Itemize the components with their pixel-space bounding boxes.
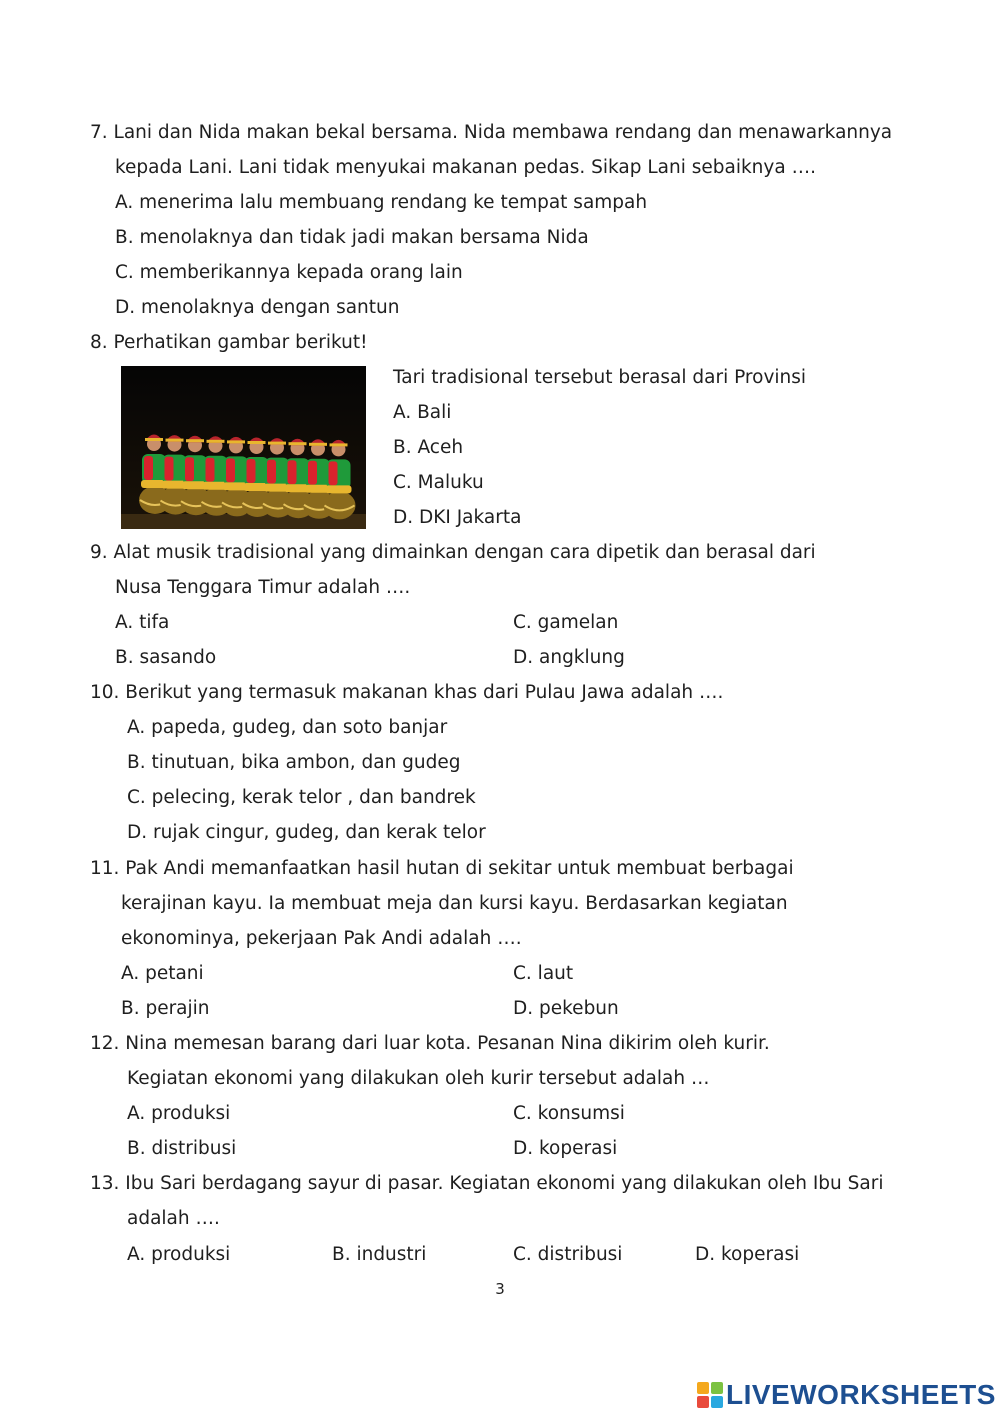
q10-option-d: D. rujak cingur, gudeg, dan kerak telor [127, 822, 486, 843]
q12-option-d: D. koperasi [513, 1138, 618, 1159]
dancer-head-band [207, 440, 225, 443]
q13-option-d: D. koperasi [695, 1244, 800, 1265]
logo-square-2 [711, 1382, 723, 1394]
q13-stem-line1: 13. Ibu Sari berdagang sayur di pasar. Kegiatan ekonomi yang dilakukan oleh Ibu Sari [90, 1173, 884, 1194]
dancer-sleeve [308, 461, 317, 485]
q12-option-a: A. produksi [127, 1103, 231, 1124]
q12-stem-line1: 12. Nina memesan barang dari luar kota. Pesanan Nina dikirim oleh kurir. [90, 1033, 770, 1054]
logo-square-4 [711, 1396, 723, 1408]
dancer-sleeve [226, 458, 235, 482]
dancer-sleeve [267, 460, 276, 484]
q10-option-b: B. tinutuan, bika ambon, dan gudeg [127, 752, 461, 773]
dancers-image [121, 366, 366, 529]
dancer-head-band [309, 443, 327, 446]
page-number: 3 [495, 1280, 505, 1298]
q7-option-c: C. memberikannya kepada orang lain [115, 262, 463, 283]
dancer-head-band [268, 442, 286, 445]
q13-option-c: C. distribusi [513, 1244, 623, 1265]
q11-stem-line1: 11. Pak Andi memanfaatkan hasil hutan di sekitar untuk membuat berbagai [90, 858, 794, 879]
q9-option-b: B. sasando [115, 647, 217, 668]
q13-stem-line2: adalah …. [127, 1208, 220, 1229]
q8-option-b: B. Aceh [393, 437, 464, 458]
dancer-sleeve [185, 457, 194, 481]
q12-option-b: B. distribusi [127, 1138, 237, 1159]
dancer-head-band [227, 440, 245, 443]
q8-stem-line1: 8. Perhatikan gambar berikut! [90, 332, 368, 353]
q10-option-a: A. papeda, gudeg, dan soto banjar [127, 717, 448, 738]
logo-icon [697, 1382, 723, 1408]
dancer-sleeve [329, 461, 338, 485]
q13-option-b: B. industri [332, 1244, 427, 1265]
q13-option-a: A. produksi [127, 1244, 231, 1265]
q11-option-d: D. pekebun [513, 998, 619, 1019]
q10-stem-line1: 10. Berikut yang termasuk makanan khas dari Pulau Jawa adalah …. [90, 682, 724, 703]
dancer-belt [326, 485, 352, 493]
q12-stem-line2: Kegiatan ekonomi yang dilakukan oleh kurir tersebut adalah … [127, 1068, 710, 1089]
q8-prompt: Tari tradisional tersebut berasal dari Provinsi [393, 367, 807, 388]
q11-stem-line2: kerajinan kayu. Ia membuat meja dan kursi kayu. Berdasarkan kegiatan [121, 893, 788, 914]
q7-option-a: A. menerima lalu membuang rendang ke tempat sampah [115, 192, 648, 213]
dancer-head-band [186, 439, 204, 442]
dancer-head-band [289, 442, 307, 445]
q8-option-c: C. Maluku [393, 472, 484, 493]
dancer-sleeve [247, 459, 256, 483]
q9-option-a: A. tifa [115, 612, 170, 633]
dancer-sleeve [206, 458, 215, 482]
q11-option-a: A. petani [121, 963, 204, 984]
dancer-head-band [330, 443, 348, 446]
q9-stem-line1: 9. Alat musik tradisional yang dimainkan dengan cara dipetik dan berasal dari [90, 542, 816, 563]
q7-stem-line2: kepada Lani. Lani tidak menyukai makanan pedas. Sikap Lani sebaiknya …. [115, 157, 816, 178]
dancer-head-band [145, 438, 163, 441]
q7-option-b: B. menolaknya dan tidak jadi makan bersama Nida [115, 227, 589, 248]
q10-option-c: C. pelecing, kerak telor , dan bandrek [127, 787, 476, 808]
liveworksheets-logo[interactable] [697, 1378, 996, 1412]
dancer-skirt [324, 491, 356, 519]
dancer-head-band [248, 441, 266, 444]
dance-photo [121, 366, 366, 529]
dancer-sleeve [288, 460, 297, 484]
q8-option-d: D. DKI Jakarta [393, 507, 522, 528]
dancer-sleeve [144, 456, 153, 480]
q9-option-c: C. gamelan [513, 612, 619, 633]
q9-option-d: D. angklung [513, 647, 625, 668]
logo-square-3 [697, 1396, 709, 1408]
q11-option-c: C. laut [513, 963, 574, 984]
logo-text: LIVEWORKSHEETS [726, 1379, 996, 1410]
q7-stem-line1: 7. Lani dan Nida makan bekal bersama. Nida membawa rendang dan menawarkannya [90, 122, 893, 143]
q11-option-b: B. perajin [121, 998, 210, 1019]
dancer-sleeve [165, 457, 174, 481]
dancer-head-band [166, 439, 184, 442]
q12-option-c: C. konsumsi [513, 1103, 625, 1124]
q9-stem-line2: Nusa Tenggara Timur adalah …. [115, 577, 411, 598]
q7-option-d: D. menolaknya dengan santun [115, 297, 400, 318]
q8-option-a: A. Bali [393, 402, 452, 423]
logo-square-1 [697, 1382, 709, 1394]
q11-stem-line3: ekonominya, pekerjaan Pak Andi adalah …. [121, 928, 522, 949]
